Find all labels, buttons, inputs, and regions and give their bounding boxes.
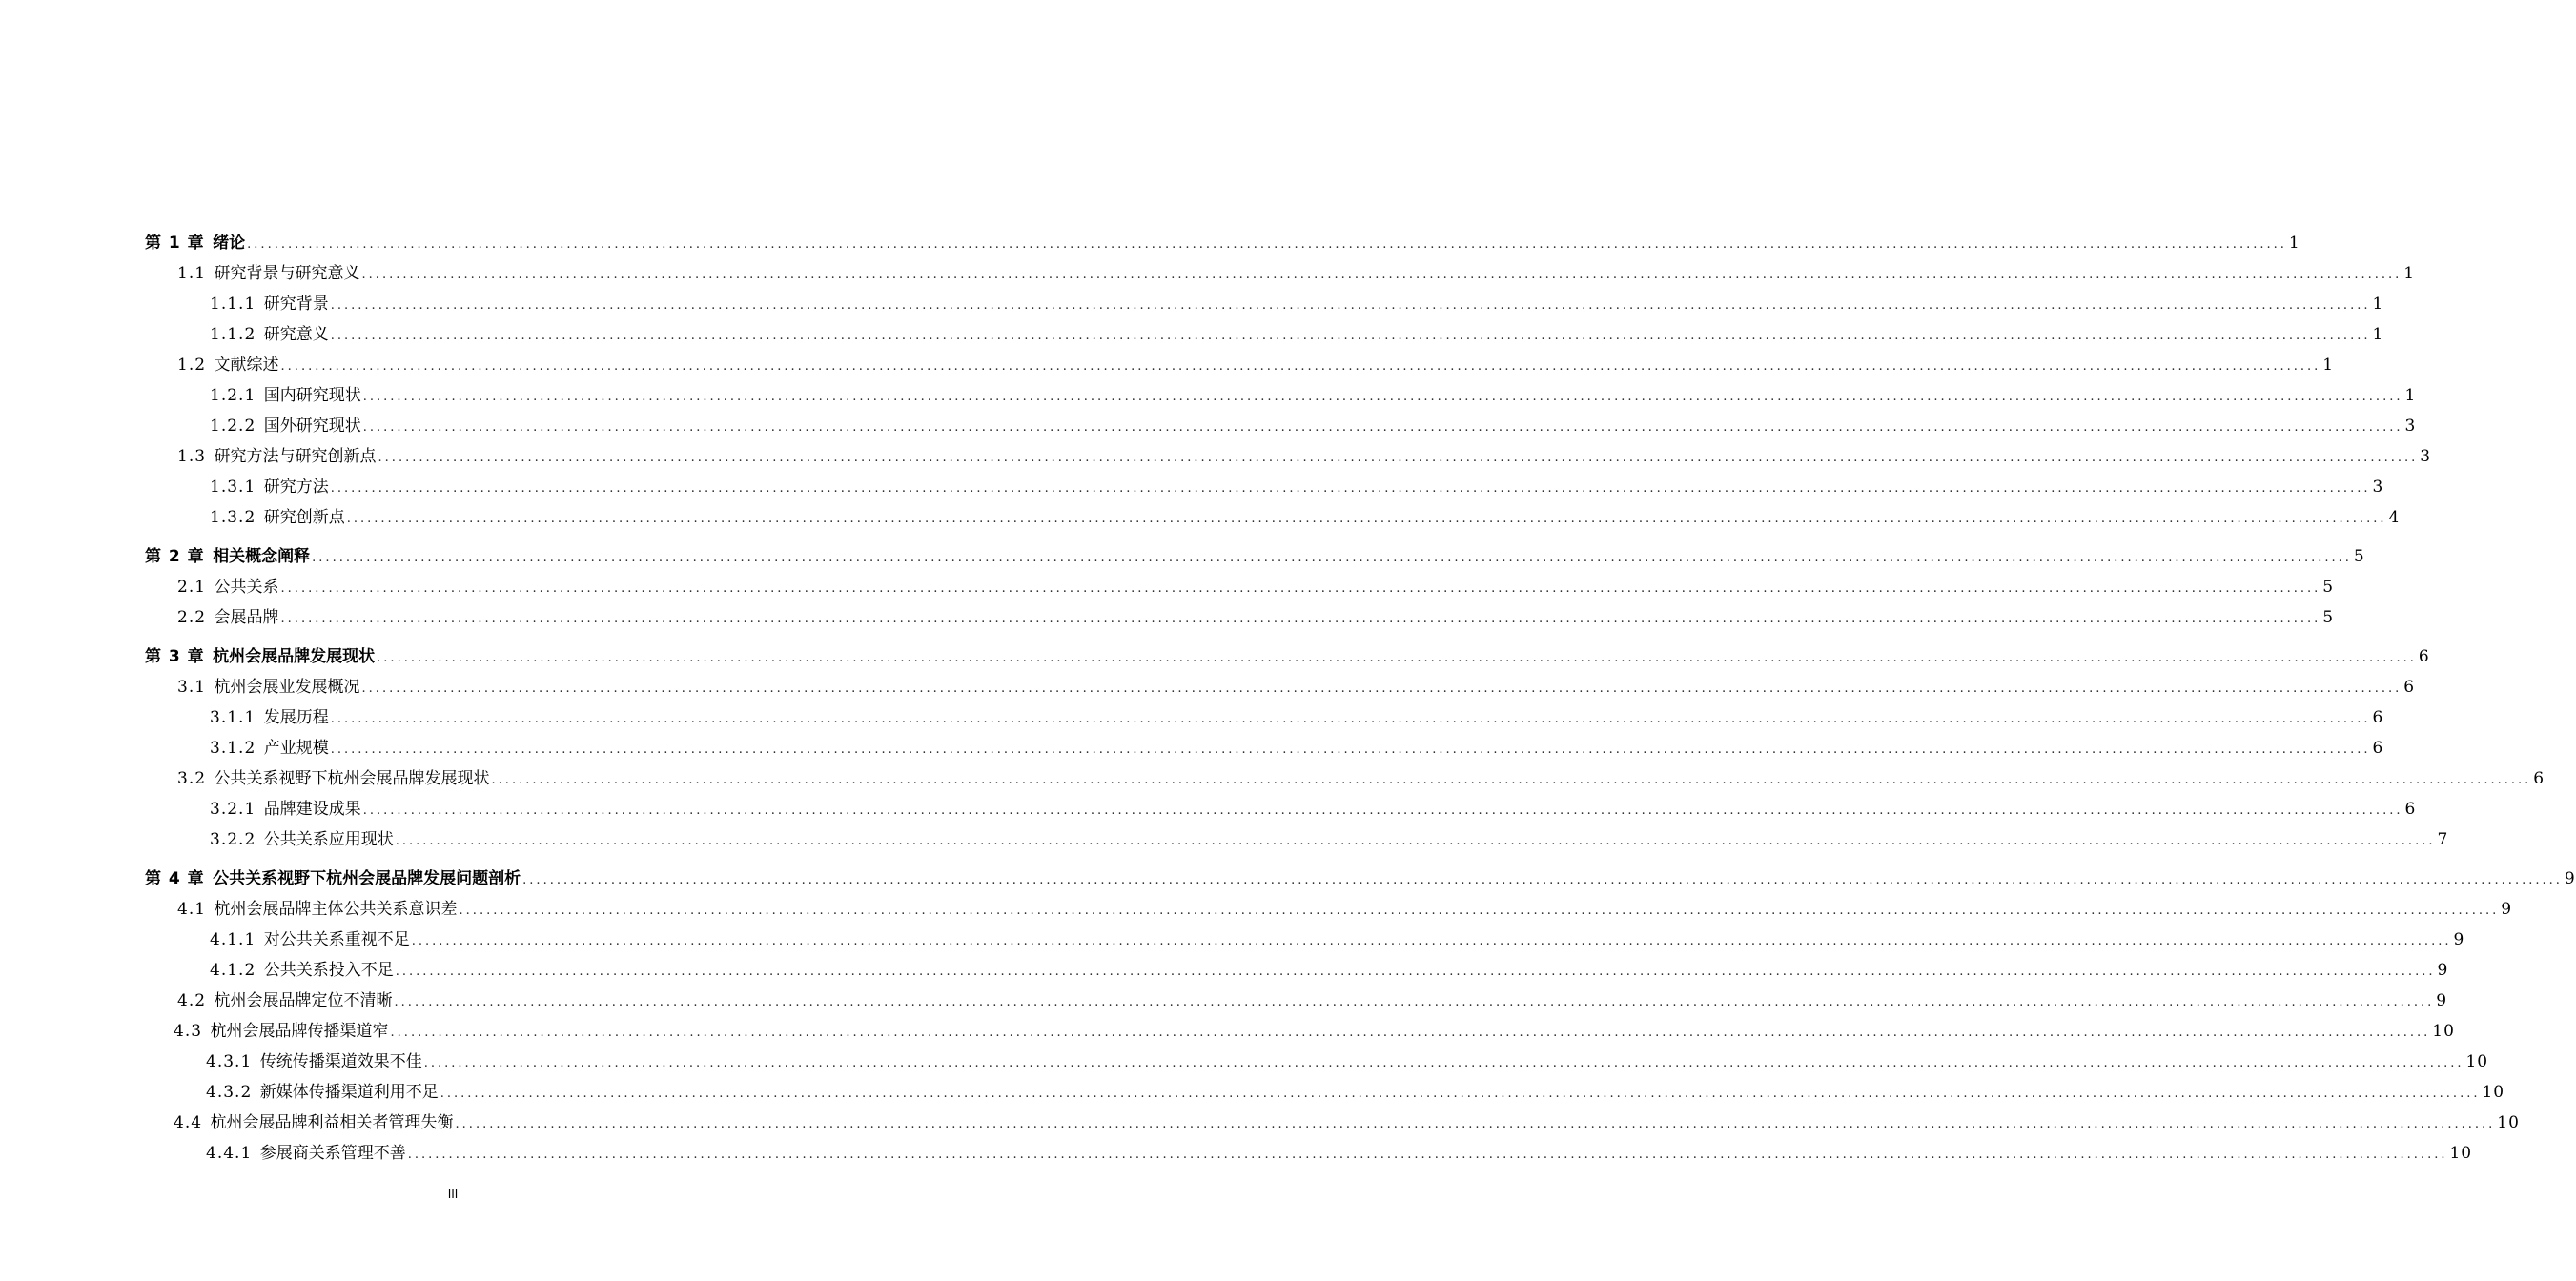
toc-entry-title: 文献综述 [214, 356, 279, 375]
dot-leader: ............................................................................................................................................................................................................................................................................................................ [394, 995, 2435, 1009]
toc-entry-label [145, 234, 245, 253]
toc-entry-page: 1 [2404, 386, 2417, 405]
toc-entry-number: 4.3.2 [206, 1083, 253, 1102]
toc-entry-number: 4.4 [174, 1113, 203, 1132]
dot-leader: ............................................................................................................................................................................................................................................................................................................ [459, 904, 2500, 918]
toc-entry-number: 3.1.2 [210, 739, 256, 758]
toc-entry-number: 3.2.1 [210, 800, 256, 819]
toc-entry-page: 4 [2388, 508, 2401, 527]
toc-entry-label [210, 739, 329, 758]
dot-leader: ............................................................................................................................................................................................................................................................................................................ [280, 359, 2321, 374]
toc-entry-number: 1.1.1 [210, 295, 256, 314]
dot-leader: ............................................................................................................................................................................................................................................................................................................ [522, 873, 2563, 887]
toc-entry-page: 9 [2564, 869, 2576, 888]
toc-entry[interactable] [210, 472, 2384, 497]
toc-entry[interactable] [210, 380, 2417, 405]
toc-entry-number: 第 4 章 [145, 869, 205, 888]
dot-leader: ............................................................................................................................................................................................................................................................................................................ [330, 481, 2371, 496]
toc-entry-number: 4.2 [177, 991, 207, 1010]
toc-entry-number: 2.1 [177, 578, 207, 597]
toc-entry-title: 研究创新点 [263, 508, 345, 527]
toc-entry-label [174, 1022, 389, 1041]
toc-entry-title: 绪论 [213, 234, 246, 253]
toc-entry-page: 1 [2322, 356, 2335, 375]
toc-entry-label [145, 547, 310, 566]
toc-entry-title: 相关概念阐释 [213, 547, 311, 566]
dot-leader: ............................................................................................................................................................................................................................................................................................................ [377, 651, 2417, 665]
toc-entry[interactable] [174, 1016, 2455, 1041]
toc-entry-title: 会展品牌 [214, 608, 279, 627]
toc-entry[interactable] [210, 733, 2384, 758]
toc-entry-page: 5 [2353, 547, 2365, 566]
dot-leader: ............................................................................................................................................................................................................................................................................................................ [455, 1117, 2496, 1131]
toc-entry-label [206, 1083, 439, 1102]
toc-entry-page: 1 [2288, 234, 2300, 253]
toc-entry-title: 杭州会展品牌传播渠道窄 [210, 1022, 389, 1041]
toc-entry-page: 5 [2322, 608, 2335, 627]
toc-entry-number: 4.1.1 [210, 930, 256, 949]
dot-leader: ............................................................................................................................................................................................................................................................................................................ [280, 612, 2321, 626]
toc-entry[interactable] [210, 794, 2417, 819]
toc-entry-label [210, 478, 329, 497]
toc-entry-number: 1.3.1 [210, 478, 256, 497]
toc-entry-page: 9 [2453, 930, 2465, 949]
toc-entry-number: 3.2.2 [210, 830, 256, 849]
toc-entry[interactable] [206, 1047, 2489, 1071]
toc-entry-page: 3 [2372, 478, 2384, 497]
toc-entry-title: 参展商关系管理不善 [259, 1144, 406, 1163]
toc-entry-label [210, 930, 410, 949]
toc-entry-page: 6 [2533, 769, 2545, 788]
toc-entry[interactable] [210, 702, 2384, 727]
toc-entry[interactable] [145, 541, 2365, 566]
toc-entry-number: 1.3.2 [210, 508, 256, 527]
toc-entry[interactable] [177, 672, 2416, 697]
toc-entry-page: 9 [2436, 991, 2448, 1010]
dot-leader: ............................................................................................................................................................................................................................................................................................................ [330, 298, 2371, 313]
toc-entry-label [145, 869, 521, 888]
toc-entry-page: 6 [2372, 739, 2384, 758]
toc-entry[interactable] [177, 572, 2335, 597]
toc-entry-number: 4.1.2 [210, 961, 256, 980]
dot-leader: ............................................................................................................................................................................................................................................................................................................ [362, 803, 2403, 818]
toc-entry-label [177, 356, 279, 375]
toc-entry-number: 3.1 [177, 678, 207, 697]
toc-entry-label [210, 508, 345, 527]
toc-entry-label [177, 769, 490, 788]
toc-entry-title: 研究方法与研究创新点 [214, 447, 377, 466]
toc-entry-label [210, 325, 329, 344]
toc-entry-label [210, 417, 361, 436]
toc-entry-page: 6 [2418, 647, 2430, 666]
toc-entry-page: 3 [2420, 447, 2432, 466]
toc-entry-title: 杭州会展品牌定位不清晰 [214, 991, 393, 1010]
toc-entry-page: 6 [2403, 678, 2416, 697]
toc-entry-title: 杭州会展品牌发展现状 [213, 647, 376, 666]
toc-entry-number: 1.1 [177, 264, 207, 283]
toc-entry-label [210, 830, 394, 849]
toc-entry-label [210, 295, 329, 314]
toc-entry-number: 2.2 [177, 608, 207, 627]
toc-entry[interactable] [210, 502, 2401, 527]
dot-leader: ............................................................................................................................................................................................................................................................................................................ [280, 581, 2321, 596]
toc-entry-page: 10 [2465, 1052, 2489, 1071]
toc-entry[interactable] [177, 350, 2335, 375]
toc-entry-number: 4.1 [177, 900, 207, 919]
toc-entry[interactable] [177, 441, 2432, 466]
toc-entry[interactable] [210, 955, 2449, 980]
toc-entry[interactable] [210, 319, 2384, 344]
toc-entry-title: 发展历程 [263, 708, 329, 727]
dot-leader: ............................................................................................................................................................................................................................................................................................................ [378, 451, 2419, 465]
toc-entry-page: 6 [2404, 800, 2417, 819]
toc-entry-number: 第 2 章 [145, 547, 205, 566]
toc-entry-label [210, 800, 361, 819]
toc-entry-label [177, 578, 279, 597]
toc-entry-number: 1.2 [177, 356, 207, 375]
toc-entry-page: 1 [2372, 325, 2384, 344]
toc-entry-title: 公共关系 [214, 578, 279, 597]
dot-leader: ............................................................................................................................................................................................................................................................................................................ [312, 551, 2352, 565]
dot-leader: ............................................................................................................................................................................................................................................................................................................ [361, 268, 2402, 282]
toc-entry[interactable] [145, 641, 2430, 666]
toc-entry-label [210, 961, 394, 980]
toc-entry-label [145, 647, 375, 666]
toc-entry-title: 品牌建设成果 [263, 800, 361, 819]
toc-entry-page: 10 [2449, 1144, 2473, 1163]
toc-entry-title: 杭州会展业发展概况 [214, 678, 360, 697]
toc-entry-title: 国内研究现状 [263, 386, 361, 405]
toc-entry-label [177, 608, 279, 627]
toc-entry-title: 公共关系应用现状 [263, 830, 394, 849]
toc-entry[interactable] [145, 228, 2300, 253]
toc-entry[interactable] [177, 258, 2416, 283]
toc-entry-page: 9 [2501, 900, 2513, 919]
toc-entry-number: 4.4.1 [206, 1144, 253, 1163]
toc-entry-title: 研究意义 [263, 325, 329, 344]
toc-entry-title: 国外研究现状 [263, 417, 361, 436]
toc-entry[interactable] [174, 1108, 2520, 1132]
toc-entry-label [177, 264, 360, 283]
toc-entry-label [206, 1052, 422, 1071]
toc-entry-label [210, 708, 329, 727]
toc-entry-page: 9 [2437, 961, 2449, 980]
toc-entry-page: 1 [2372, 295, 2384, 314]
toc-entry-number: 4.3.1 [206, 1052, 253, 1071]
toc-entry-title: 杭州会展品牌主体公共关系意识差 [214, 900, 458, 919]
toc-entry-title: 公共关系视野下杭州会展品牌发展现状 [214, 769, 490, 788]
page-footer-number: III [447, 1188, 459, 1201]
toc-entry-label [177, 991, 393, 1010]
toc-entry-title: 研究背景与研究意义 [214, 264, 360, 283]
dot-leader: ............................................................................................................................................................................................................................................................................................................ [361, 681, 2402, 696]
toc-entry-label [206, 1144, 406, 1163]
toc-entry-page: 10 [2482, 1083, 2505, 1102]
dot-leader: ............................................................................................................................................................................................................................................................................................................ [247, 237, 2287, 252]
dot-leader: ............................................................................................................................................................................................................................................................................................................ [407, 1148, 2448, 1162]
toc-entry-page: 7 [2437, 830, 2449, 849]
dot-leader: ............................................................................................................................................................................................................................................................................................................ [395, 834, 2436, 848]
dot-leader: ............................................................................................................................................................................................................................................................................................................ [395, 965, 2436, 979]
toc-entry[interactable] [177, 986, 2448, 1010]
dot-leader: ............................................................................................................................................................................................................................................................................................................ [330, 742, 2371, 757]
toc-entry[interactable] [206, 1138, 2473, 1163]
dot-leader: ............................................................................................................................................................................................................................................................................................................ [362, 390, 2403, 404]
toc-entry[interactable] [145, 864, 2576, 888]
toc-entry-number: 4.3 [174, 1022, 203, 1041]
toc-entry[interactable] [210, 289, 2384, 314]
toc-entry-label [177, 678, 360, 697]
dot-leader: ............................................................................................................................................................................................................................................................................................................ [390, 1026, 2431, 1040]
toc-entry-number: 1.2.1 [210, 386, 256, 405]
toc-entry-page: 10 [2432, 1022, 2455, 1041]
toc-entry-number: 1.3 [177, 447, 207, 466]
toc-entry-title: 研究背景 [263, 295, 329, 314]
toc-entry-number: 1.2.2 [210, 417, 256, 436]
toc-entry-title: 公共关系视野下杭州会展品牌发展问题剖析 [213, 869, 521, 888]
toc-entry[interactable] [210, 824, 2449, 849]
dot-leader: ............................................................................................................................................................................................................................................................................................................ [346, 512, 2387, 526]
dot-leader: ............................................................................................................................................................................................................................................................................................................ [440, 1087, 2481, 1101]
toc-entry[interactable] [177, 763, 2545, 788]
dot-leader: ............................................................................................................................................................................................................................................................................................................ [362, 420, 2403, 435]
toc-entry[interactable] [210, 411, 2417, 436]
toc-entry-title: 公共关系投入不足 [263, 961, 394, 980]
dot-leader: ............................................................................................................................................................................................................................................................................................................ [491, 773, 2532, 787]
toc-entry-title: 传统传播渠道效果不佳 [259, 1052, 422, 1071]
toc-entry-page: 3 [2404, 417, 2417, 436]
toc-entry[interactable] [177, 602, 2335, 627]
toc-entry-number: 3.1.1 [210, 708, 256, 727]
toc-entry-number: 1.1.2 [210, 325, 256, 344]
toc-entry-label [177, 447, 377, 466]
toc-entry-title: 新媒体传播渠道利用不足 [259, 1083, 439, 1102]
toc-entry-label [177, 900, 458, 919]
toc-entry-title: 杭州会展品牌利益相关者管理失衡 [210, 1113, 454, 1132]
toc-entry[interactable] [206, 1077, 2505, 1102]
toc-entry-page: 6 [2372, 708, 2384, 727]
toc-entry-title: 研究方法 [263, 478, 329, 497]
toc-entry-page: 1 [2403, 264, 2416, 283]
dot-leader: ............................................................................................................................................................................................................................................................................................................ [423, 1056, 2464, 1070]
toc-entry-label [174, 1113, 454, 1132]
dot-leader: ............................................................................................................................................................................................................................................................................................................ [330, 329, 2371, 343]
toc-entry-number: 第 3 章 [145, 647, 205, 666]
toc-entry-label [210, 386, 361, 405]
toc-entry-page: 5 [2322, 578, 2335, 597]
dot-leader: ............................................................................................................................................................................................................................................................................................................ [411, 934, 2452, 948]
toc-entry-title: 产业规模 [263, 739, 329, 758]
toc-entry-page: 10 [2497, 1113, 2520, 1132]
dot-leader: ............................................................................................................................................................................................................................................................................................................ [330, 712, 2371, 726]
toc-entry[interactable] [177, 894, 2513, 919]
toc-entry-number: 第 1 章 [145, 234, 205, 253]
toc-entry-title: 对公共关系重视不足 [263, 930, 410, 949]
toc-entry-number: 3.2 [177, 769, 207, 788]
toc-entry[interactable] [210, 925, 2465, 949]
